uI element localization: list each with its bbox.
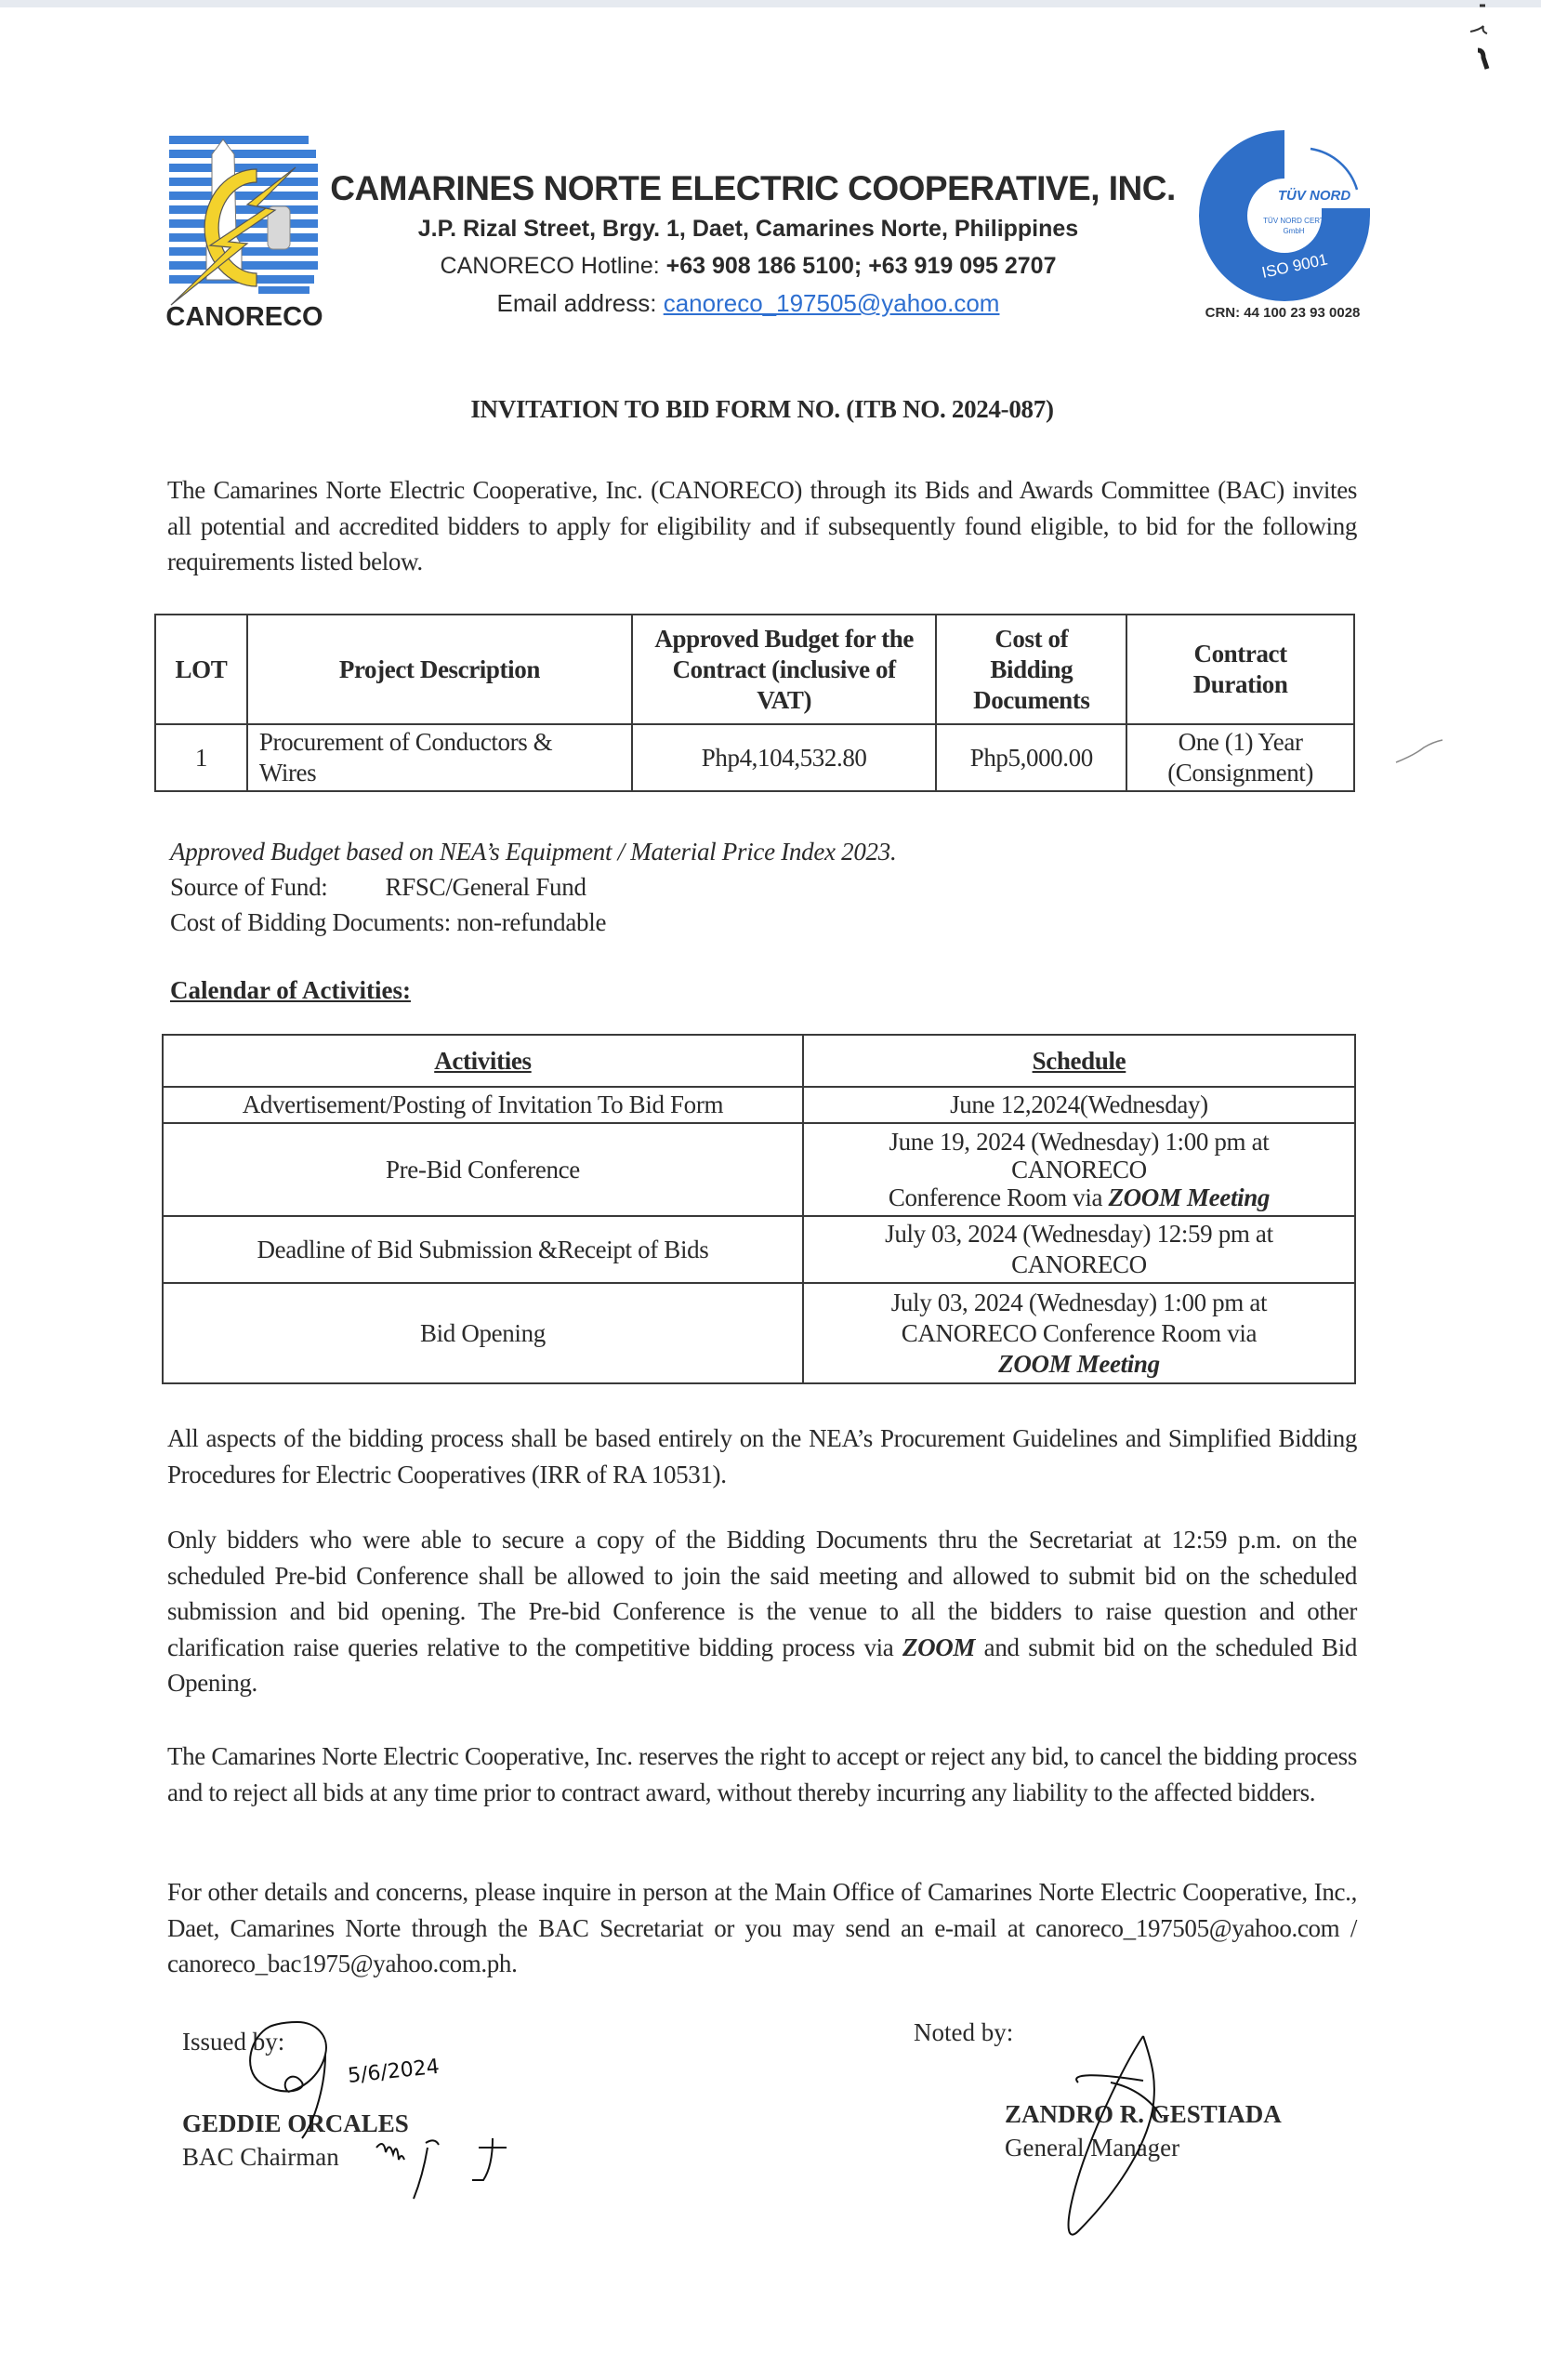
project-description: Procurement of Conductors & Wires (247, 724, 632, 791)
activity-name: Deadline of Bid Submission &Receipt of Bids (163, 1216, 803, 1283)
header-approved-budget: Approved Budget for the Contract (inclusive of VAT) (632, 615, 936, 724)
budget-notes (170, 834, 896, 940)
calendar-heading: Calendar of Activities: (170, 976, 411, 1004)
tuv-nord-iso-9001-seal (1192, 123, 1377, 309)
procurement-guidelines-paragraph: All aspects of the bidding process shall be based entirely on the NEA’s Procurement Guidelines and Simplified Bidding Procedures for Electric Cooperatives (IRR of RA 10531). (167, 1424, 1357, 1488)
cost-note: Cost of Bidding Documents: non-refundable (170, 908, 607, 936)
stray-pen-mark (1394, 734, 1459, 772)
source-of-fund-value: RFSC/General Fund (385, 873, 586, 901)
email-link[interactable]: canoreco_197505@yahoo.com (663, 289, 1000, 317)
budget-basis-note: Approved Budget based on NEA’s Equipment / Material Price Index 2023. (170, 838, 897, 866)
header-activities: Activities (163, 1035, 803, 1087)
document-title: INVITATION TO BID FORM NO. (ITB NO. 2024-087) (470, 395, 1054, 423)
manager-title: General Manager (1005, 2134, 1180, 2162)
org-name: CAMARINES NORTE ELECTRIC COOPERATIVE, INC. (330, 169, 1176, 207)
zoom-emphasis: ZOOM (902, 1633, 976, 1661)
activity-schedule: July 03, 2024 (Wednesday) 1:00 pm at CANORECO Conference Room via ZOOM Meeting (803, 1283, 1355, 1383)
source-of-fund: Source of Fund: RFSC/General Fund (170, 873, 586, 901)
stray-pen-marks (1469, 2, 1524, 86)
activity-name: Advertisement/Posting of Invitation To Bid Form (163, 1087, 803, 1123)
table-row (163, 1087, 1355, 1123)
org-address: J.P. Rizal Street, Brgy. 1, Daet, Camarines Norte, Philippines (417, 216, 1079, 242)
activity-name: Pre-Bid Conference (163, 1123, 803, 1216)
header-cost-of-documents: Cost of Bidding Documents (936, 615, 1126, 724)
org-header (330, 167, 1190, 322)
header-contract-duration: Contract Duration (1126, 615, 1354, 724)
issued-by-block (182, 2025, 409, 2174)
lot-table (154, 614, 1355, 792)
activity-schedule: July 03, 2024 (Wednesday) 12:59 pm at CANORECO (803, 1216, 1355, 1283)
noted-by-block (914, 2016, 1282, 2164)
eligibility-paragraph: Only bidders who were able to secure a copy of the Bidding Documents thru the Secretariat at 12:59 p.m. on the scheduled Pre-bid Conference shall be allowed to join the said meeting and allowed to submit bid on the scheduled submission and bid opening. The Pre-bid Conference is the venue to all the bidders to raise question and other clarification raise queries relative to the competitive bidding process via ZOOM and submit bid on the scheduled Bid Opening. (167, 1526, 1357, 1697)
lot-table-header (155, 615, 1354, 724)
issuer-name: GEDDIE ORCALES (182, 2109, 409, 2137)
activity-name: Bid Opening (163, 1283, 803, 1383)
svg-text:5/6/2024: 5/6/2024 (347, 2055, 441, 2088)
tuv-brand: TÜV NORD (1277, 188, 1351, 204)
zoom-meeting-emphasis: ZOOM Meeting (998, 1349, 1160, 1378)
hotline-label: CANORECO Hotline: (440, 253, 666, 279)
svg-text:ISO 9001: ISO 9001 (1259, 250, 1330, 282)
approved-budget: Php4,104,532.80 (632, 724, 936, 791)
contact-paragraph: For other details and concerns, please inquire in person at the Main Office of Camarines Norte Electric Cooperative, Inc., Daet, Camarines Norte through the BAC Secretariat or you may send an e-mail at canoreco_197505@yahoo.com / canoreco_bac1975@yahoo.com.ph. (167, 1878, 1357, 1977)
table-row (163, 1216, 1355, 1283)
lot-number: 1 (155, 724, 247, 791)
manager-name: ZANDRO R. GESTIADA (1005, 2100, 1282, 2128)
svg-text:GmbH: GmbH (1283, 227, 1305, 235)
svg-text:TÜV NORD CERT: TÜV NORD CERT (1263, 217, 1324, 225)
scan-edge (0, 0, 1541, 7)
zoom-meeting-emphasis: ZOOM Meeting (1108, 1183, 1271, 1211)
noted-by-label: Noted by: (914, 2018, 1014, 2046)
activity-schedule: June 12,2024(Wednesday) (803, 1087, 1355, 1123)
org-email (307, 284, 1190, 322)
table-row (155, 724, 1354, 791)
table-row (163, 1123, 1355, 1216)
logo-wordmark: CANORECO (165, 302, 323, 331)
hotline-numbers: +63 908 186 5100; +63 919 095 2707 (665, 253, 1057, 279)
email-label: Email address: (496, 289, 664, 317)
intro-paragraph: The Camarines Norte Electric Cooperative, Inc. (CANORECO) through its Bids and Awards Committee (BAC) invites all potential and accredited bidders to apply for eligibility and if subsequently found eligible, to bid for the following requirements listed below. (167, 476, 1357, 575)
table-row (163, 1283, 1355, 1383)
header-project-description: Project Description (247, 615, 632, 724)
header-schedule: Schedule (803, 1035, 1355, 1087)
org-hotline (307, 247, 1190, 284)
bidding-docs-cost: Php5,000.00 (936, 724, 1126, 791)
issuer-title: BAC Chairman (182, 2143, 339, 2171)
header-lot: LOT (155, 615, 247, 724)
calendar-table (162, 1034, 1356, 1384)
calendar-header (163, 1035, 1355, 1087)
crn-number: CRN: 44 100 23 93 0028 (1205, 305, 1361, 321)
contract-duration: One (1) Year (Consignment) (1126, 724, 1354, 791)
activity-schedule: June 19, 2024 (Wednesday) 1:00 pm at CANORECO Conference Room via ZOOM Meeting (803, 1123, 1355, 1216)
issued-by-label: Issued by: (182, 2028, 285, 2056)
reservation-paragraph: The Camarines Norte Electric Cooperative, Inc. reserves the right to accept or reject any bid, to cancel the bidding process and to reject all bids at any time prior to contract award, without thereby incurring any liability to the affected bidders. (167, 1742, 1357, 1806)
